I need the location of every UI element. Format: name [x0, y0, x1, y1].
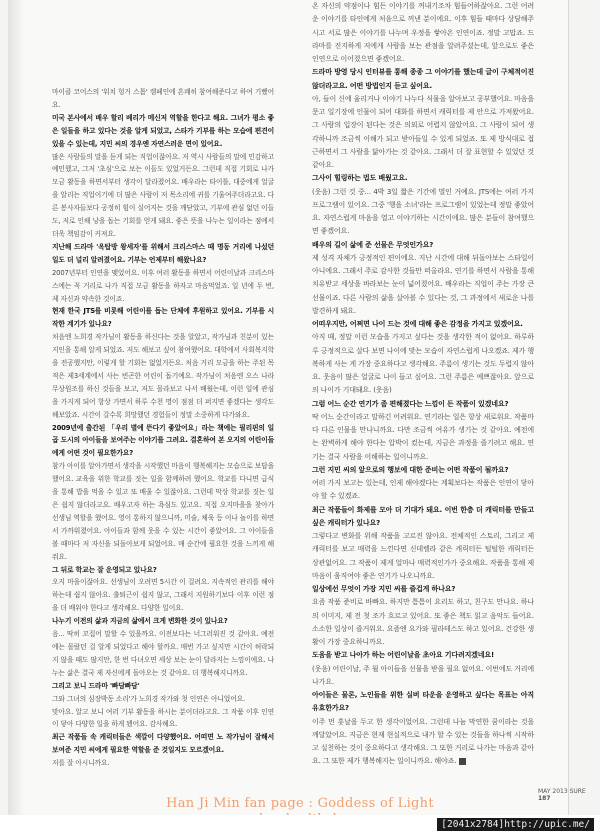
right-paragraph-question: 어떠우지만, 어쩌면 나이 드는 것에 대해 좋은 감정을 가지고 있겠어요. — [312, 320, 523, 328]
left-paragraph-question: 나누기 이전의 삶과 지금의 삶에서 크게 변화한 것이 있나요? — [52, 617, 228, 626]
left-paragraph-answer: 맞아요. 알고 보니 여러 기부 활동을 하시는 분이더라고요. 그 작품 이후 인연이 닿아 다양한 일을 하게 됐어요. 감사해요. — [52, 707, 274, 729]
left-paragraph-answer: 마이클 코어스의 '워치 헝거 스톱' 캠페인에 흔쾌히 참여해준다고 하여 기뻤어요. — [52, 88, 274, 109]
left-paragraph-answer: 처음엔 노희경 작가님이 활동을 하신다는 것을 알았고, 작가님과 친분이 있는 지인을 통해 알게 되었죠. 저도 해보고 싶어 참여했어요. 대학에서 사회복지학을 전공했지만, 이렇게 할 기회는 없었거든요. 처음 거리 모금을 하는 주된 목적은 제3세계에서 사는 빈곤한 어린이 돕기예요. 작가님이 처음엔 오스 나라 무상원조를 하신 것들을 보고, 저도 몰라보고 나서 배웠는데, 이런 일에 관심을 가지게 되어 항상 가면서 하루 수천 명이 점점 더 퍼지면 좋겠다는 생각도 해보았죠. 시간이 갈수록 희망했던 경험들이 정말 소중하게 다가와요. — [52, 333, 274, 419]
left-paragraph-answer: 오지 마을이잖아요. 선생님이 오려면 5시간 이 걸려요. 지속적인 관리를 해야 하는데 쉽지 않아요. 출퇴근이 쉽지 않고, 그래서 지원하기보다 이후 이런 점을 더 배워야 한다고 생각해요. 다양한 일이요. — [52, 578, 274, 613]
right-paragraph-question: 그럼 어느 순간 연기가 좀 편해졌다는 느낌이 든 작품이 있겠네요? — [312, 399, 509, 408]
right-paragraph-answer: 온 자신의 약점이나 힘든 이야기를 꺼내기조차 힘들어하잖아요. 그런 어려운 이야기를 타인에게 처음으로 꺼낸 분이에요. 이후 힘들 때마다 상담해주시고 서로 많은 이야기를 나누며 우정을 쌓아온 인연이죠. 정말 고맙죠. 드라마를 진지하게 저에게 사람을 보는 관점을 알려주셨는데, 앞으로도 좋은 인연으로 이어졌으면 좋겠어요. — [312, 2, 534, 63]
image-host-tag: [2041x2784]http://upic.me/ — [437, 818, 594, 831]
left-paragraph-question: 그리고 보니 드라마 '빠담빠담' — [52, 681, 140, 690]
left-paragraph-question: 2009년에 출간된 「우리 별에 뜬다기 좋았어요」라는 책에는 필리핀의 일곱 도시의 아이들을 보여주는 이야기를 그려요. 결혼하여 본 오지의 어린이들에게 어떤 것이 필요한가요? — [52, 423, 274, 458]
right-paragraph-answer: 이주 먼 훗날을 두고 한 생각이었어요. 그런데 나눔 막연한 꿈이라는 것을 깨달았어요. 지금은 현재 현실적으로 내가 할 수 있는 것들을 하나씩 시작하고 실천하는 것이 중요하다고 생각해요. 그 또한 거리로 나가는 마음과 같아요. 그 또한 제가 행복해지는 일이니까요. 해야죠. — [312, 717, 534, 766]
right-paragraph-question: 그런 지민 씨의 앞으로의 행보에 대한 준비는 어떤 작품이 될까요? — [312, 465, 509, 474]
left-paragraph-question: 최근 작품들 속 캐릭터들은 색깔이 다양했어요. 어떠면 노 작가님이 잘해서 보여준 지민 씨에게 필요한 역할을 준 것일지도 모르겠어요. — [52, 733, 274, 755]
left-paragraph-question: 현재 한국 JTS를 비롯해 어린이를 돕는 단체에 후원하고 있어요. 기부를 시작한 계기가 있나요? — [52, 307, 274, 329]
right-paragraph-question: 일상에선 무엇이 가장 지민 씨를 즐겁게 하나요? — [312, 585, 456, 593]
article-end-mark — [459, 758, 466, 765]
folio-issue: MAY 2013 SURE — [538, 788, 586, 795]
left-paragraph-answer: 2007년부터 인연을 맺었어요. 이후 여러 활동을 하면서 어린이날과 크리스마스에는 꼭 거리로 나가 직접 모금 활동을 하자고 마음먹었죠. 일 년에 두 번, 제 자신과 약속한 것이죠. — [52, 268, 274, 303]
left-paragraph-answer: 많은 사람들의 말을 듣게 되는 직업이잖아요. 저 역시 사람들의 말에 민감하고 예민했고, 그저 '초심'으로 보는 이들도 있었거든요. 그런데 직접 기회로 나가 모금 활동을 하면서부터 생각이 달라졌어요. 배우라는 타이틀, 대중에게 얼굴을 알리는 직업이기에 더 많은 사람이 저 목소리에 귀를 기울여주더라고요. 다른 봉사자들보다 공정히 힘이 실어지는 것을 깨닫았고, 기부에 관심 없던 이들도, 저로 인해 낭을 돕는 기회를 얻게 돼요. 좋은 뜻을 나누는 일이라는 점에서 더욱 책임감이 커져요. — [52, 152, 274, 238]
left-paragraph-question: 미국 본사에서 배우 할리 베리가 메신저 역할을 한다고 해요. 그녀가 평소 좋은 일들을 하고 있다는 것을 알게 되었고, 스타가 기부를 하는 모습에 편견이 있을 수 있는데, 지민 씨의 경우엔 자연스러운 면이 있어요. — [52, 113, 274, 148]
page-gutter-shadow — [8, 0, 24, 815]
right-paragraph-question: 최근 작품들이 화제를 모아 더 기대가 돼요. 이번 한층 더 캐릭터를 만들고 싶은 캐릭터가 있나요? — [312, 505, 534, 527]
left-paragraph-answer: 저를 잘 아시니까요. — [52, 759, 110, 768]
left-paragraph-answer: 음... 딱히 꼬집어 말할 수 있을까요. 이전보다는 너그러워진 것 같아요. 예전에는 몰랐던 걸 알게 되었다고 해야 할까요. 매번 가고 싶지만 시간이 허락되지 않을 때도 많지만, 한 번 다녀오면 세상 보는 눈이 달라지는 느낌이에요. 나누는 삶은 결국 제 자신에게 돌아오는 것 같아요. 더 행복해지니까요. — [52, 630, 274, 677]
left-paragraph-answer: 참가 아이를 알아가면서 생각을 시작했던 마음이 행복해지는 모습으로 보답을 했어요. 교육을 위한 학교를 짓는 일을 함께하려 했어요. 학교를 다니면 급식을 통해 밥을 먹을 수 있고 또 배울 수 있잖아요. 그런데 막상 학교를 짓는 일은 쉽지 않더라고요. 배우고자 하는 욕심도 있고요. 직접 오지마을을 찾아가 선생님 역할을 했어요. 영이 통하지 않으니까, 미술, 체육 등 이나 놀이를 하면서 가까워졌어요. 아이들과 함께 웃을 수 있는 시간이 좋았어요. 그 아이들을 볼 때마다 저 자신을 되돌아보게 되었어요. 매 순간에 필요한 것을 느끼게 해줘요. — [52, 462, 274, 561]
left-paragraph-answer: 그와 그녀의 심장박동 소리'가 노희경 작가와 첫 인연은 아니었어요. — [52, 694, 246, 703]
folio-page-number: 187 — [538, 795, 551, 802]
left-paragraph-question: 그 뒤로 학교는 잘 운영되고 있나요? — [52, 565, 157, 574]
right-paragraph-question: 아이들은 물론, 노인들을 위한 실버 타운을 운영하고 싶다는 목표는 아직 유효한가요? — [312, 691, 534, 713]
right-paragraph-question: 드라마 방영 당시 인터뷰를 통해 종종 그 이야기를 했는데 글이 구체적이진 않더라고요. 어떤 방법인지 듣고 싶어요. — [312, 68, 534, 90]
right-paragraph-question: 배우의 길이 삶에 준 선물은 무엇인가요? — [312, 240, 434, 249]
right-paragraph-answer: 여러 가지 보고는 있는데, 인제 해야겠다는 계획보다는 작품은 인연이 닿아야 할 수 있겠죠. — [312, 479, 534, 501]
right-paragraph-question: 도움을 받고 나아가 하는 어린이날을 초아요 기다려지겠네요! — [312, 651, 495, 660]
right-paragraph-answer: 제 성격 자체가 긍정적인 편이에요. 지난 시간에 대해 뒤돌아보는 스타일이 아니에요. 그래서 주로 감사한 것들만 떠올라요. 연기를 하면서 사람을 통해 치유받고 세상을 바라보는 눈이 넓어졌어요. 배우라는 직업이 주는 가장 큰 선물이죠. 다른 사람의 삶을 살아볼 수 있다는 것, 그 과정에서 새로운 나를 발견하게 돼요. — [312, 253, 534, 315]
right-paragraph-answer: (웃음) 어린이날, 주 월 아이들을 선물을 받을 필요 없어요. 이번에도 거리에 나가요. — [312, 664, 534, 686]
right-paragraph-answer: 요즘 작품 준비로 바빠요. 하지만 틈틈이 요리도 하고, 친구도 만나요. 하나의 이미지, 제 전 첫 조가 흐르고 있어요. 또 좋은 책도 읽고 음악도 들어요. 소소한 일상이 즐거워요. 요즘엔 요가와 필라테스도 하고 있어요. 건강한 생활이 가장 중요하니까요. — [312, 598, 534, 646]
article-column-left — [52, 86, 274, 770]
right-paragraph-answer: 그렇다고 변화를 위해 작품을 고르진 않아요. 전체적인 스토리, 그리고 제 캐릭터를 보고 매력을 느낀다면 신데렐라 같은 캐릭터든 털털한 캐릭터든 상관없어요. 그 작품이 제게 얼마나 매력적인가가 중요해요. 작품을 통해 제 마음이 움직여야 좋은 연기가 나오니까요. — [312, 532, 534, 580]
right-paragraph-question: 그사이 힐링하는 법도 배웠고요. — [312, 174, 408, 183]
right-paragraph-answer: 아직 때, 정말 이런 모습을 가지고 싶다는 것을 생각한 적이 없어요. 하루하루 긍정적으로 살다 보면 나이에 맞는 모습이 자연스럽게 나오겠죠. 제가 행복하게 사는 게 가장 중요하다고 생각해요. 주름이 생기는 것도 두렵지 않아요. 웃음이 많은 얼굴로 나이 들고 싶어요. 그런 주름은 예쁘잖아요. 앞으로의 나이가 기대돼요. (웃음) — [312, 333, 534, 395]
left-paragraph-question: 지난해 드라마 '옥탑방 왕세자'를 위해서 크리스마스 때 명동 거리에 나섰던 일도 더 널리 알려졌어요. 기부는 언제부터 해왔나요? — [52, 242, 274, 264]
right-paragraph-answer: 딱 어느 순간이라고 말하긴 어려워요. 연기라는 일은 항상 새로워요. 작품마다 다른 인물을 만나니까요. 다만 조금씩 여유가 생기는 것 같아요. 예전에는 완벽하게 해야 한다는 압박이 컸는데, 지금은 과정을 즐기려고 해요. 연기는 결국 사람을 이해하는 일이니까요. — [312, 412, 534, 461]
article-column-right — [312, 0, 534, 769]
right-paragraph-answer: (웃음) 그런 것 중... 4박 3일 짧은 기간에 벌인 거예요. JTS에는 여러 가지 프로그램이 있어요. 그중 '행을 소녀'라는 프로그램이 있었는데 정말 좋았어요. 자연스럽게 마음을 열고 이야기하는 시간이에요. 많은 분들이 참여했으면 좋겠어요. — [312, 187, 534, 236]
right-paragraph-answer: 아, 들이 신에 울리거나 이야기 나누다 식물을 알아보고 공부했어요. 마음을 문고 일기장에 인물이 되어 대화를 하면서 캐릭터를 제 안으로 가져왔어요. 그 사람의 입장이 된다는 것은 의외로 어렵지 않았어요. 그 사람이 되어 생각하니까 조금씩 이해가 되고 받아들일 수 있게 되었죠. 또 제 방식대로 접근하면서 그 사람을 닮아가는 것 같아요. 그래서 더 잘 표현할 수 있었던 것 같아요. — [312, 94, 534, 169]
watermark-title: Han Ji Min fan page : Goddess of Light — [166, 796, 434, 811]
